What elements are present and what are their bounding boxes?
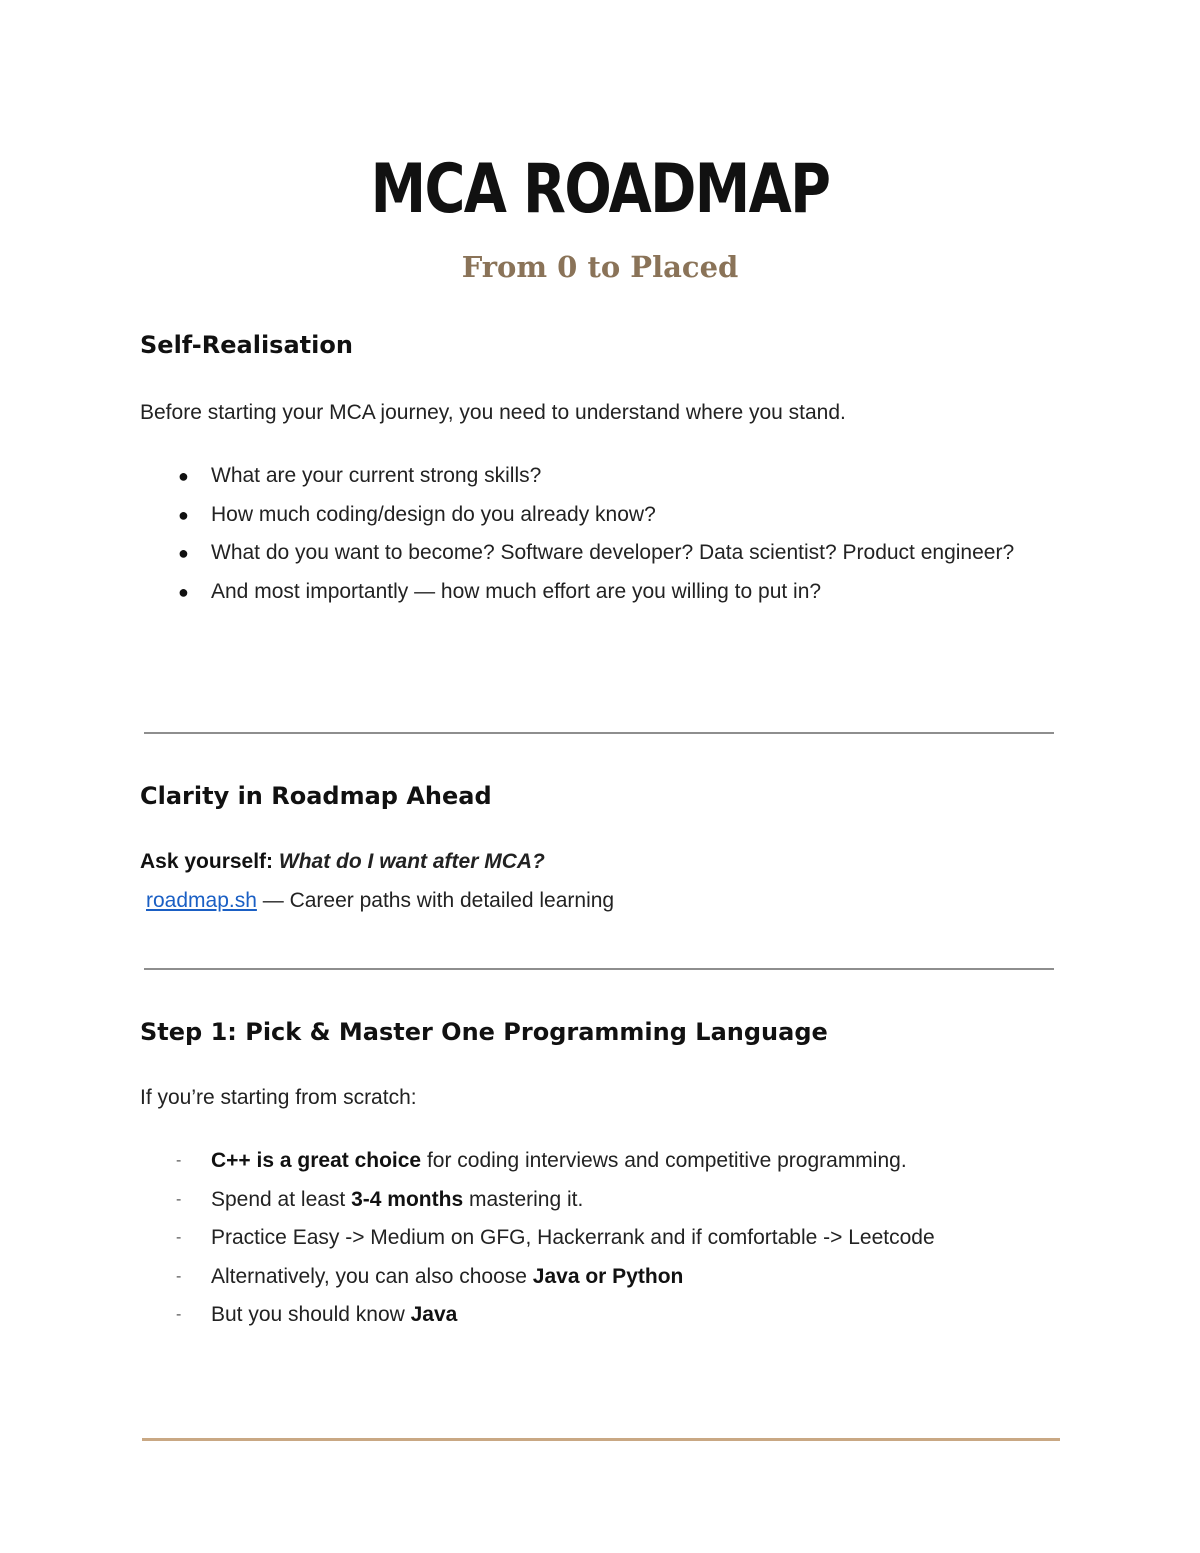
divider (144, 968, 1054, 970)
self-realisation-intro: Before starting your MCA journey, you need to understand where you stand. (140, 401, 846, 424)
list-item: - C++ is a great choice for coding interviews and competitive programming. (140, 1142, 1020, 1181)
ask-question: What do I want after MCA? (278, 850, 545, 873)
dash-icon: - (176, 1306, 182, 1323)
dash-icon: - (176, 1190, 182, 1208)
roadmap-link-description: — Career paths with detailed learning (256, 889, 615, 912)
dash-icon: - (176, 1229, 182, 1246)
heading-self-realisation: Self-Realisation (140, 331, 353, 359)
document-title: MCA ROADMAP (370, 150, 830, 229)
list-item: - Spend at least 3-4 months mastering it. (140, 1181, 1020, 1220)
heading-step-1: Step 1: Pick & Master One Programming Language (140, 1018, 828, 1046)
ask-label: Ask yourself: (140, 850, 279, 873)
roadmap-sh-link[interactable]: roadmap.sh (146, 889, 257, 912)
dash-icon: - (176, 1267, 182, 1285)
step-1-intro: If you’re starting from scratch: (140, 1086, 417, 1109)
list-item: ● How much coding/design do you already know? (140, 496, 1020, 535)
dash-icon: - (176, 1152, 182, 1169)
roadmap-link-line (146, 889, 614, 913)
list-item: ● What do you want to become? Software developer? Data scientist? Product engineer? (140, 534, 1020, 573)
ask-yourself-line (140, 850, 545, 874)
self-realisation-list (140, 457, 1020, 611)
step-1-list (140, 1142, 1020, 1335)
list-item: ● What are your current strong skills? (140, 457, 1020, 496)
bullet-icon: ● (178, 466, 189, 486)
document-subtitle: From 0 to Placed (461, 250, 739, 284)
list-item: - Alternatively, you can also choose Java or Python (140, 1258, 1020, 1297)
divider (144, 732, 1054, 734)
list-item: - But you should know Java (140, 1296, 1020, 1335)
bullet-icon: ● (178, 543, 189, 563)
bullet-icon: ● (178, 504, 189, 525)
list-item: - Practice Easy -> Medium on GFG, Hackerrank and if comfortable -> Leetcode (140, 1219, 1020, 1258)
footer-divider (142, 1438, 1060, 1441)
list-item: ● And most importantly — how much effort are you willing to put in? (140, 573, 1020, 612)
bullet-icon: ● (178, 581, 189, 602)
heading-clarity-roadmap: Clarity in Roadmap Ahead (140, 782, 492, 810)
